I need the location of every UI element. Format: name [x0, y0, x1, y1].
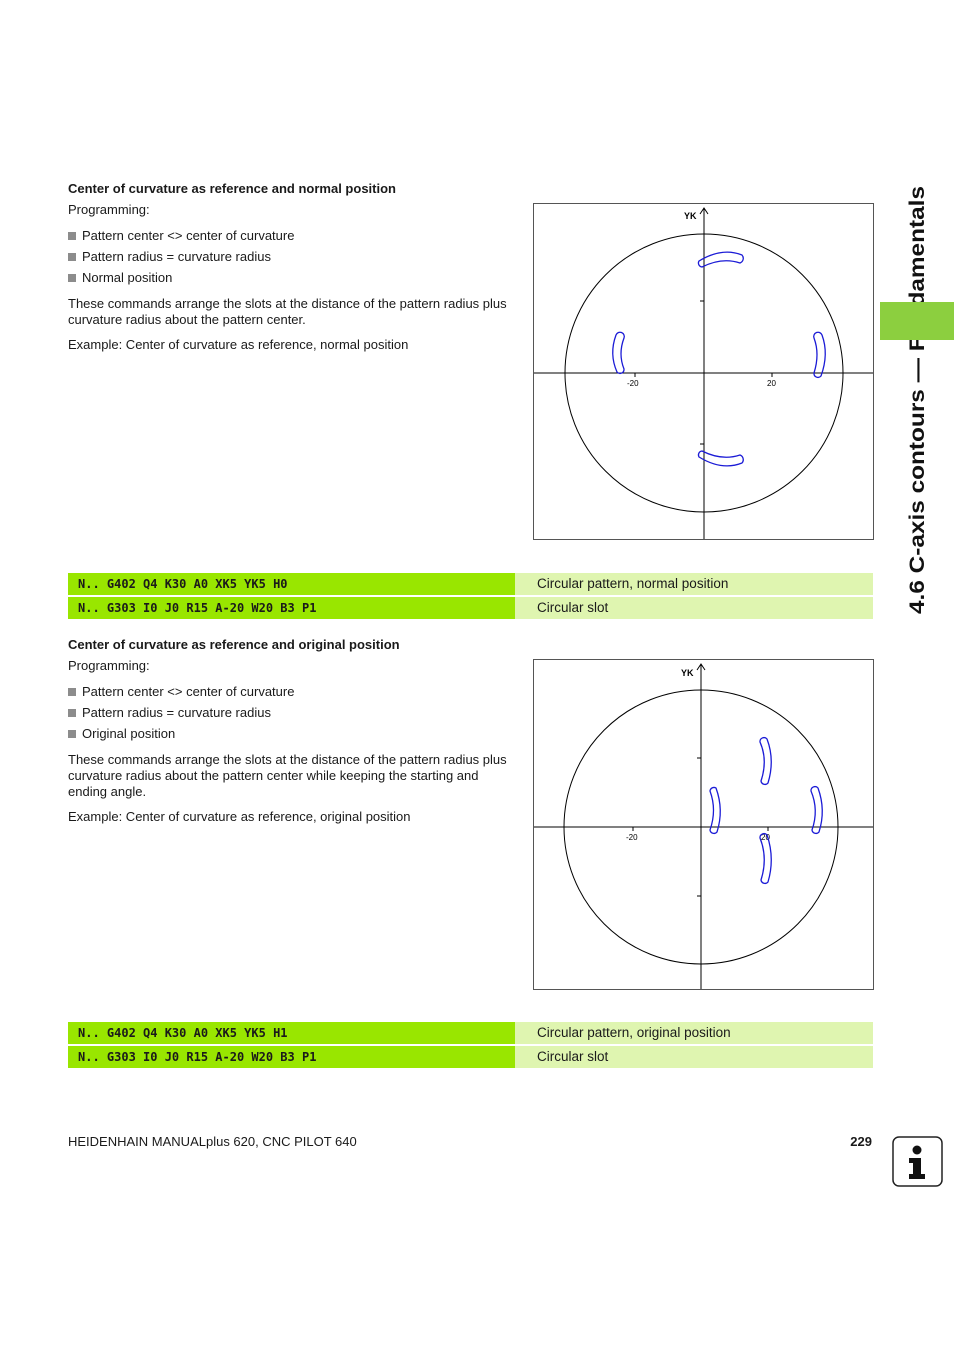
- slot-left: [613, 332, 625, 373]
- code-table-original: [68, 1022, 873, 1070]
- table-row: [68, 1022, 873, 1044]
- tick-label: -20: [627, 379, 639, 388]
- example-caption: Example: Center of curvature as reference, normal position: [68, 337, 409, 352]
- square-bullet-icon: [68, 709, 76, 717]
- list-item: Original position: [68, 725, 513, 743]
- code-table-normal: [68, 573, 873, 621]
- chapter-title-text: 4.6 C-axis contours — Fundamentals: [905, 236, 929, 614]
- footer-manual-title: HEIDENHAIN MANUALplus 620, CNC PILOT 640: [68, 1134, 357, 1149]
- list-item: Pattern radius = curvature radius: [68, 704, 513, 722]
- nc-code: N.. G303 I0 J0 R15 A-20 W20 B3 P1: [68, 1046, 515, 1068]
- square-bullet-icon: [68, 274, 76, 282]
- page-number: 229: [850, 1134, 872, 1149]
- tick-label: 20: [761, 833, 770, 842]
- square-bullet-icon: [68, 232, 76, 240]
- nc-description: Circular pattern, normal position: [515, 573, 873, 595]
- square-bullet-icon: [68, 730, 76, 738]
- axis-label-yk: YK: [681, 668, 694, 678]
- table-row: [68, 573, 873, 595]
- tick-label: -20: [626, 833, 638, 842]
- slot-right: [811, 787, 822, 834]
- programming-label: Programming:: [68, 658, 150, 673]
- slot-top: [760, 738, 771, 785]
- section-original-position: [68, 636, 513, 825]
- list-item: Normal position: [68, 269, 513, 287]
- nc-code: N.. G303 I0 J0 R15 A-20 W20 B3 P1: [68, 597, 515, 619]
- axis-label-yk: YK: [684, 211, 697, 221]
- table-row: [68, 597, 873, 619]
- programming-label: Programming:: [68, 202, 150, 217]
- description: These commands arrange the slots at the distance of the pattern radius plus curvature radius about the pattern center while keeping the starting and ending angle.: [68, 752, 507, 799]
- list-item: Pattern center <> center of curvature: [68, 227, 513, 245]
- nc-code: N.. G402 Q4 K30 A0 XK5 YK5 H0: [68, 573, 515, 595]
- figure-original-position: [533, 659, 874, 990]
- slot-bottom: [698, 451, 743, 466]
- nc-description: Circular slot: [515, 1046, 873, 1068]
- chapter-title: [896, 184, 936, 614]
- list-item: Pattern center <> center of curvature: [68, 683, 513, 701]
- chapter-tab-marker: [880, 302, 954, 340]
- square-bullet-icon: [68, 253, 76, 261]
- pattern-diagram: [534, 660, 873, 989]
- table-row: [68, 1046, 873, 1068]
- tick-label: 20: [767, 379, 776, 388]
- pattern-diagram: [534, 204, 873, 539]
- info-icon[interactable]: [892, 1136, 943, 1187]
- list-item: Pattern radius = curvature radius: [68, 248, 513, 266]
- slot-top: [698, 252, 743, 267]
- slot-right: [814, 332, 826, 377]
- nc-description: Circular slot: [515, 597, 873, 619]
- section-normal-position: [68, 180, 513, 353]
- description: These commands arrange the slots at the distance of the pattern radius plus curvature radius about the pattern center.: [68, 296, 507, 327]
- figure-normal-position: [533, 203, 874, 540]
- section-heading: Center of curvature as reference and original position: [68, 637, 400, 652]
- square-bullet-icon: [68, 688, 76, 696]
- example-caption: Example: Center of curvature as reference, original position: [68, 809, 411, 824]
- nc-code: N.. G402 Q4 K30 A0 XK5 YK5 H1: [68, 1022, 515, 1044]
- section-heading: Center of curvature as reference and normal position: [68, 181, 396, 196]
- nc-description: Circular pattern, original position: [515, 1022, 873, 1044]
